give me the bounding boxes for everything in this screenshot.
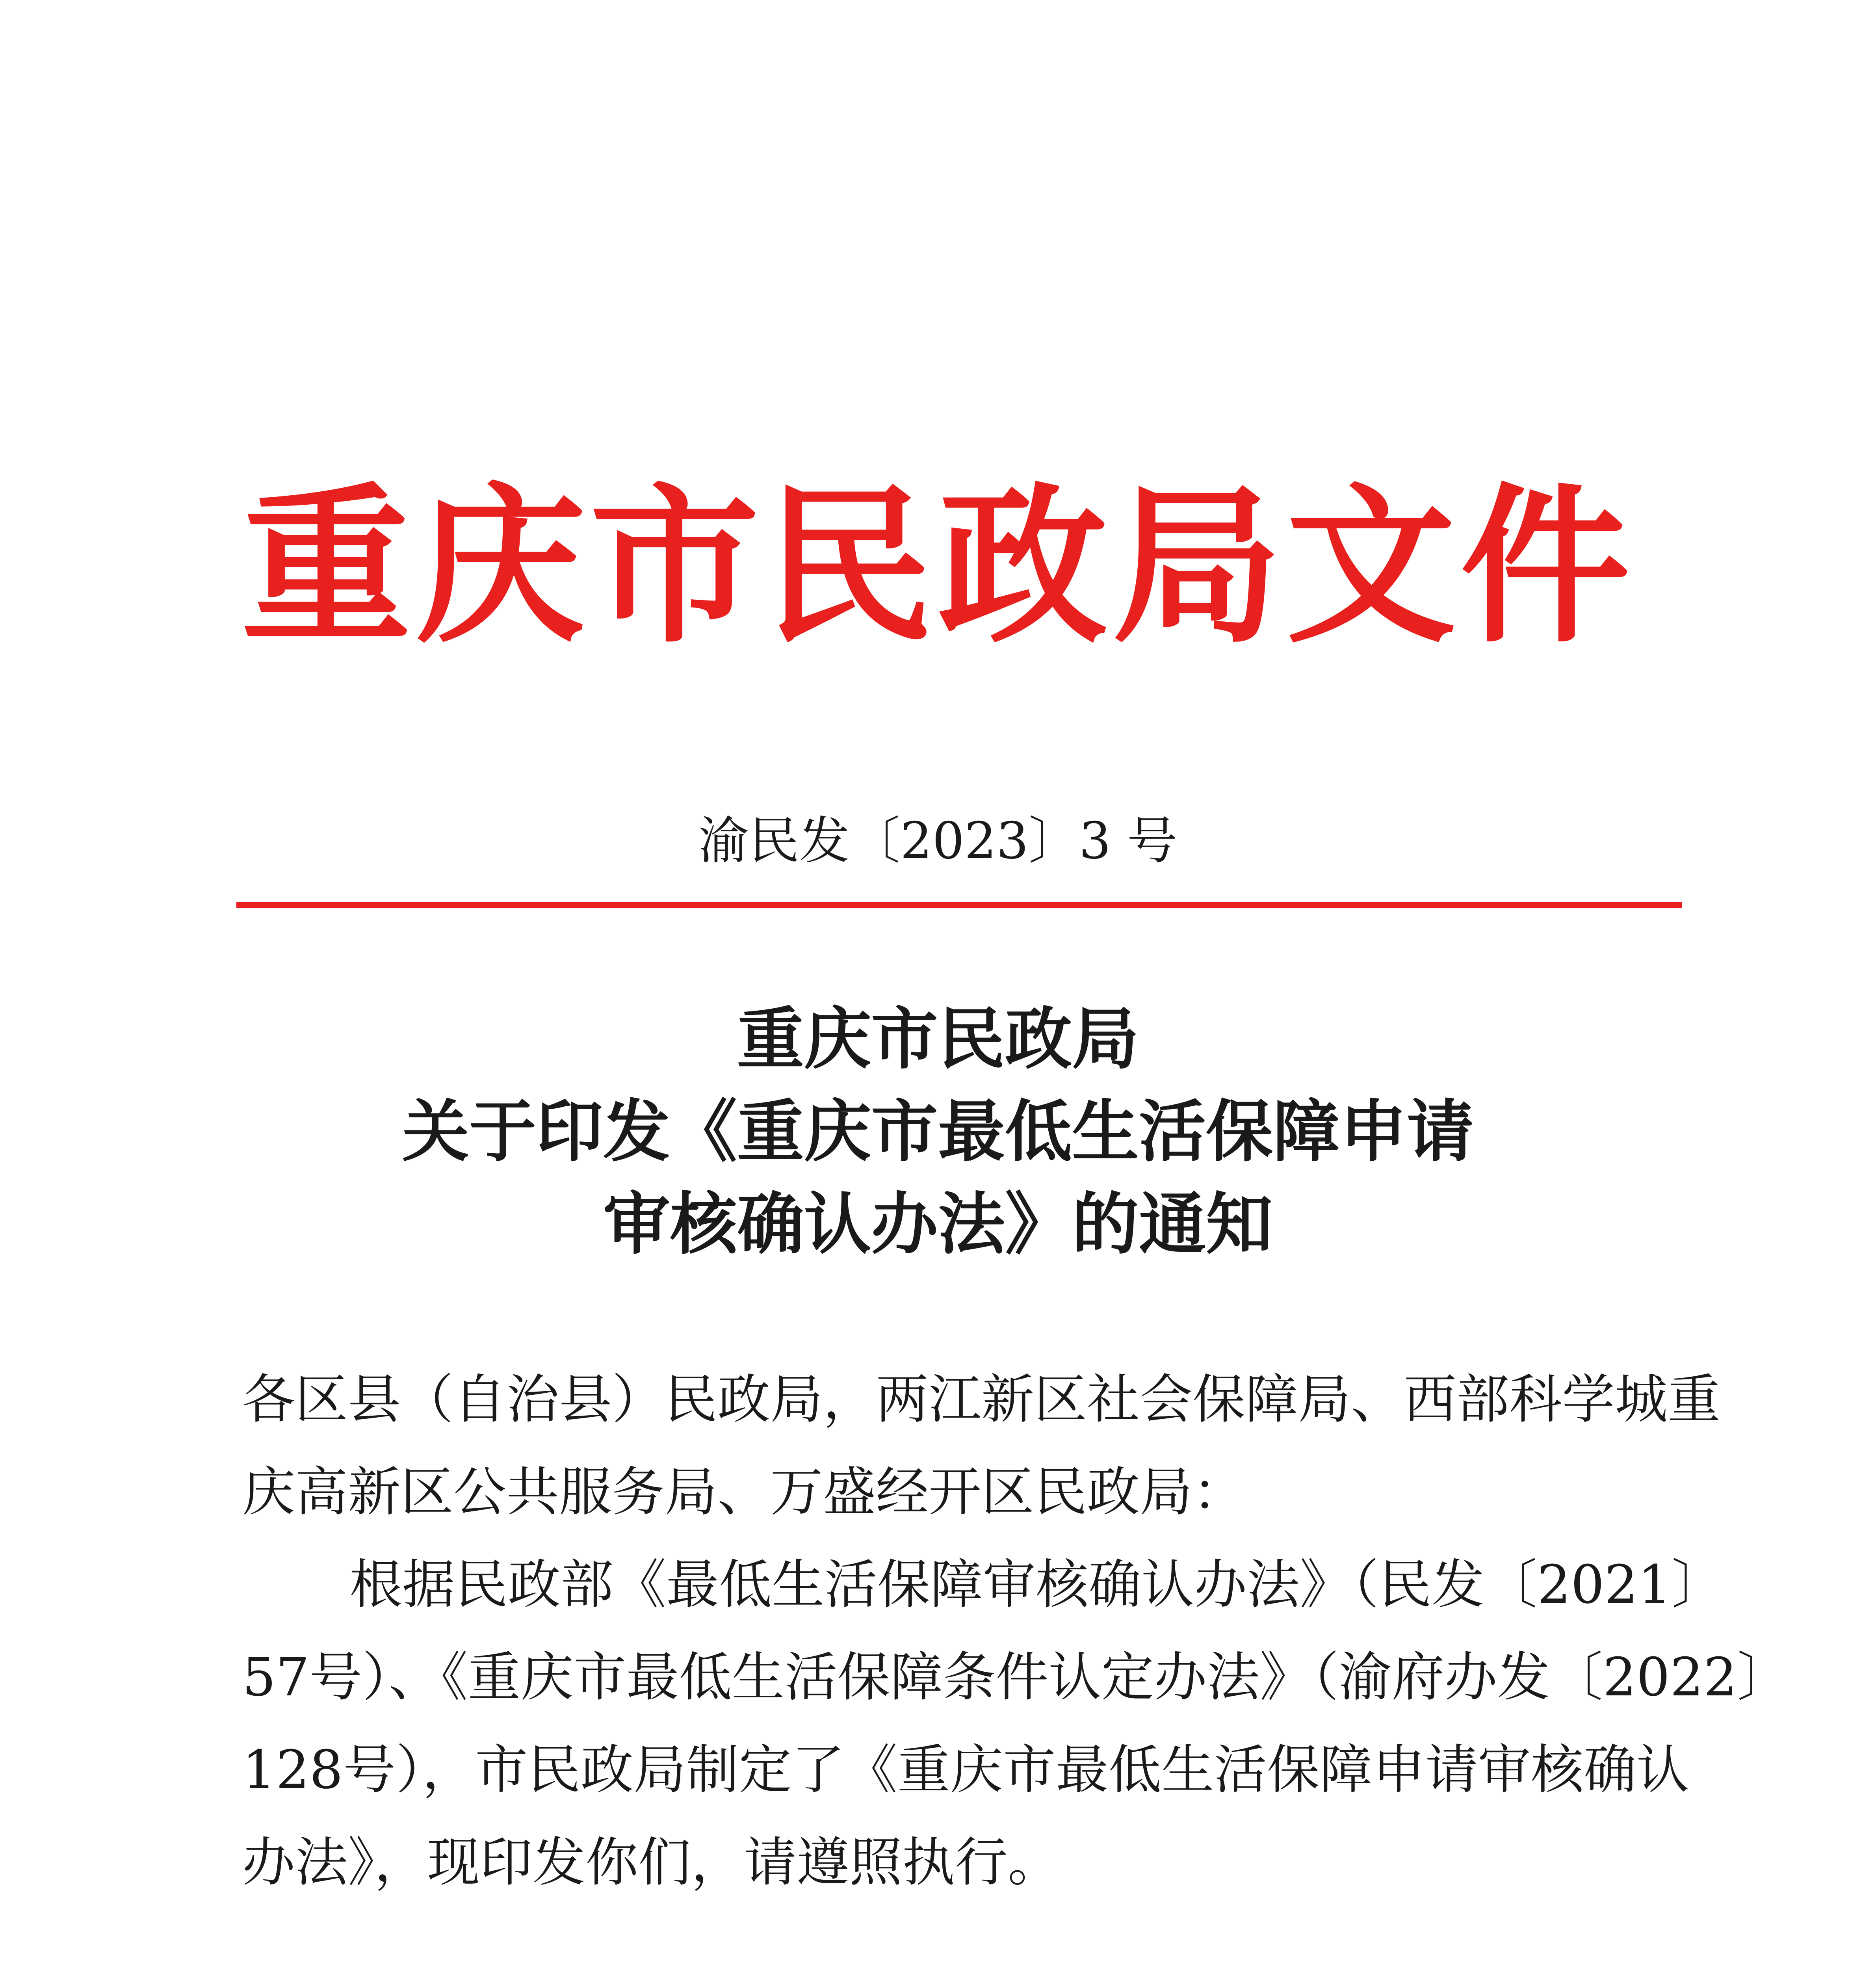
document-number: 渝民发〔2023〕3 号 — [698, 812, 1178, 870]
notice-title-line-1: 重庆市民政局 — [737, 1000, 1139, 1078]
red-separator-line — [236, 902, 1682, 908]
body-paragraph-line-4: 办法》，现印发你们，请遵照执行。 — [242, 1832, 1061, 1893]
notice-title-line-2: 关于印发《重庆市最低生活保障申请 — [402, 1092, 1474, 1171]
addressee-line-1: 各区县（自治县）民政局，两江新区社会保障局、西部科学城重 — [242, 1369, 1721, 1430]
document-header-title: 重庆市民政局文件 — [241, 469, 1635, 666]
notice-body — [242, 1353, 1790, 1909]
notice-title-line-3: 审核确认办法》的通知 — [603, 1185, 1273, 1264]
body-paragraph-line-3: 128号），市民政局制定了《重庆市最低生活保障申请审核确认 — [242, 1739, 1689, 1801]
addressee-line-2: 庆高新区公共服务局、万盛经开区民政局： — [242, 1461, 1246, 1523]
body-paragraph-line-2: 57号）、《重庆市最低生活保障条件认定办法》（渝府办发〔2022〕 — [242, 1647, 1790, 1708]
notice-title — [0, 993, 1876, 1271]
body-paragraph-line-1: 根据民政部《最低生活保障审核确认办法》（民发〔2021〕 — [349, 1554, 1725, 1615]
